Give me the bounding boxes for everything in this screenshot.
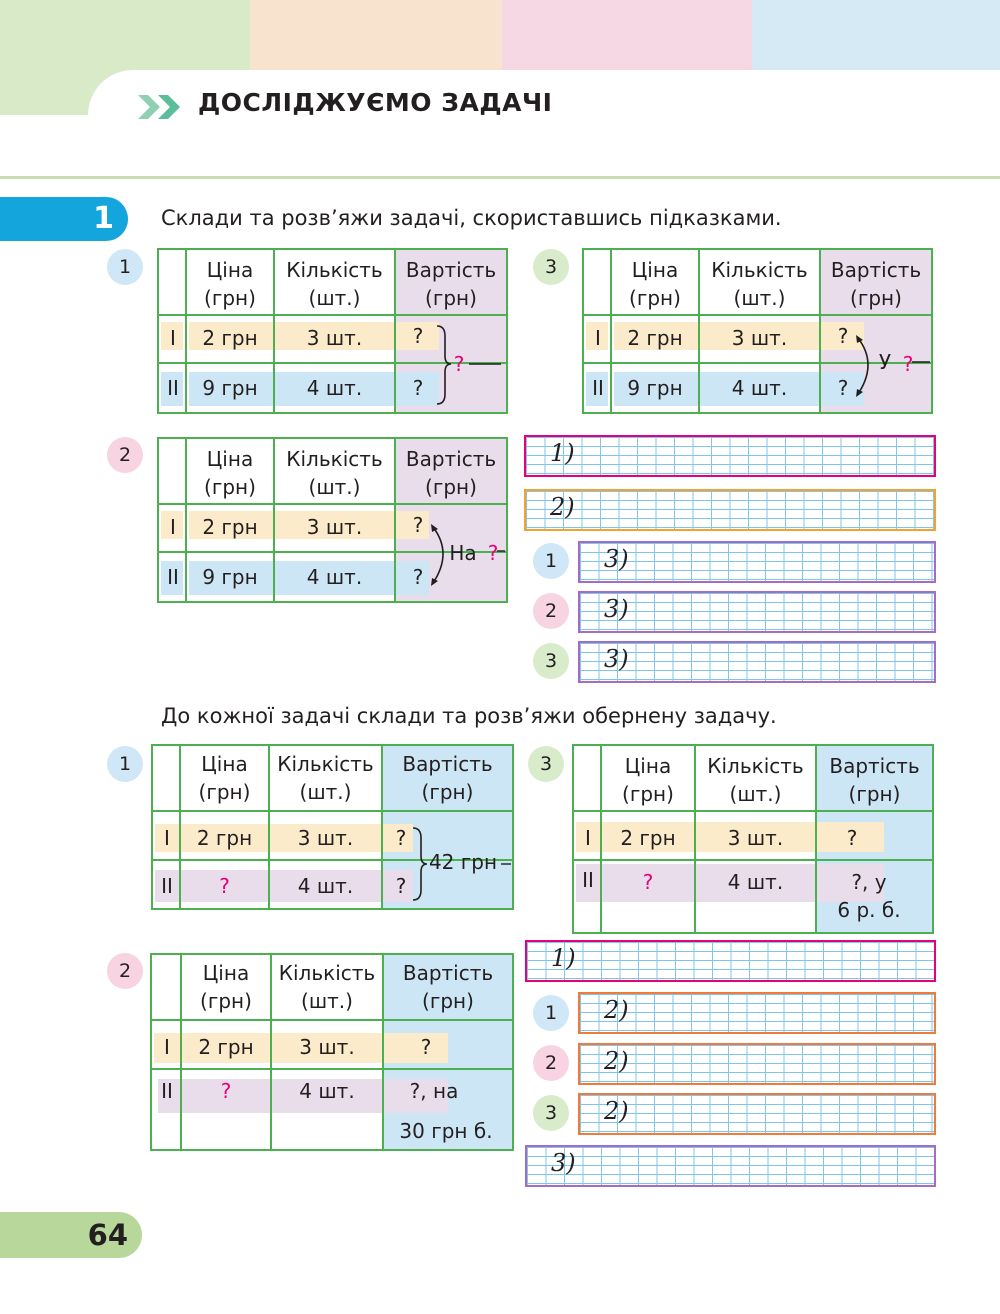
cell-cost-2: ? [395, 874, 407, 898]
row-label-1: I [170, 515, 176, 539]
cell-cost-total: 42 грн [428, 850, 498, 874]
cell-cost-1: ? [412, 513, 424, 537]
col-qty: Кількість [277, 752, 374, 776]
task-number-tab: 1 [0, 197, 128, 241]
col-price: Ціна [201, 752, 248, 776]
table-a2 [157, 437, 508, 603]
col-price: Ціна [624, 754, 672, 778]
cell-cost-1: ? [837, 324, 849, 348]
col-cost-unit: (грн) [422, 989, 474, 1013]
col-qty: Кількість [278, 961, 376, 985]
inverse-instruction: До кожної задачі склади та розв’яжи обернену задачу. [161, 704, 777, 728]
table-b3 [572, 744, 934, 934]
row-label-1: I [585, 826, 591, 850]
problem-label-2: 2 [107, 953, 143, 989]
col-cost: Вартість [402, 752, 493, 776]
col-price: Ціна [631, 258, 679, 282]
problem-label-3: 3 [533, 249, 569, 285]
col-price-unit: (грн) [629, 286, 681, 310]
cell-price-1: 2 грн [202, 515, 258, 539]
cell-price-1: 2 грн [627, 326, 683, 350]
col-cost-unit: (грн) [425, 286, 477, 310]
grid-label-2: 2 [533, 593, 569, 629]
cell-qty-2: 4 шт. [306, 376, 363, 400]
answer-grid-inv-2c[interactable]: 2) [578, 1093, 936, 1135]
cell-qty-1: 3 шт. [306, 515, 363, 539]
answer-grid-3c[interactable]: 3) [578, 641, 936, 683]
col-price: Ціна [206, 447, 254, 471]
row-label-2: II [161, 874, 173, 898]
page-number: 64 [0, 1212, 142, 1258]
col-price-unit: (грн) [200, 989, 252, 1013]
header-panel [88, 70, 1000, 180]
cell-price-2: 9 грн [627, 376, 683, 400]
col-cost-unit: (грн) [850, 286, 902, 310]
cell-price-1: 2 грн [620, 826, 676, 850]
col-qty: Кількість [707, 754, 804, 778]
col-qty: Кількість [286, 447, 383, 471]
cell-price-1: 2 грн [198, 1035, 254, 1059]
col-price-unit: (грн) [204, 475, 256, 499]
task-instruction: Склади та розв’яжи задачі, скориставшись підказками. [161, 206, 782, 230]
cell-cost-compare: ? [487, 541, 499, 565]
cell-qty-2: 4 шт. [299, 1079, 355, 1103]
answer-grid-3b[interactable]: 3) [578, 591, 936, 633]
col-qty-unit: (шт.) [729, 782, 782, 806]
double-chevron-icon [136, 92, 186, 122]
col-price: Ціна [202, 961, 250, 985]
problem-label-1: 1 [107, 746, 143, 782]
row-label-2: II [592, 376, 604, 400]
compare-label-u: У [878, 350, 892, 374]
grid-label-1: 1 [533, 543, 569, 579]
row-label-1: I [595, 326, 601, 350]
cell-price-2: ? [642, 870, 654, 894]
cell-cost-compare: ? [902, 352, 914, 376]
row-label-2: II [167, 376, 179, 400]
cell-cost-1: ? [846, 826, 858, 850]
col-cost: Вартість [405, 447, 497, 471]
col-cost-unit: (грн) [421, 780, 474, 804]
cell-price-1: 2 грн [196, 826, 253, 850]
row-label-1: I [170, 326, 176, 350]
cell-cost-1: ? [412, 324, 424, 348]
answer-grid-1[interactable]: 1) [524, 435, 936, 477]
cell-cost-1: ? [420, 1035, 432, 1059]
row-label-2: II [161, 1079, 173, 1103]
answer-grid-2[interactable]: 2) [524, 489, 936, 531]
col-price: Ціна [206, 258, 254, 282]
page-title: ДОСЛІДЖУЄМО ЗАДАЧІ [198, 88, 553, 117]
cell-price-2: ? [220, 1079, 232, 1103]
col-qty-unit: (шт.) [299, 780, 352, 804]
compare-label-na: На [449, 541, 477, 565]
col-qty-unit: (шт.) [301, 989, 353, 1013]
answer-grid-3a[interactable]: 3) [578, 541, 936, 583]
answer-grid-inv-3[interactable]: 3) [525, 1145, 936, 1187]
cell-cost-2: ? [412, 565, 424, 589]
grid-label-2: 2 [533, 1045, 569, 1081]
grid-label-1: 1 [533, 995, 569, 1031]
header-divider [0, 176, 1000, 179]
cell-qty-2: 4 шт. [731, 376, 788, 400]
cell-cost-2: ?, на [409, 1079, 459, 1103]
row-label-1: I [164, 1035, 170, 1059]
cell-qty-1: 3 шт. [299, 1035, 355, 1059]
cell-cost-2: ? [412, 376, 424, 400]
col-cost: Вартість [402, 961, 494, 985]
cell-cost-total: ? [453, 352, 465, 376]
answer-grid-inv-2b[interactable]: 2) [578, 1043, 936, 1085]
col-qty-unit: (шт.) [308, 286, 361, 310]
col-price-unit: (грн) [198, 780, 251, 804]
cell-qty-2: 4 шт. [727, 870, 784, 894]
row-label-2: II [582, 868, 594, 892]
table-b2 [150, 953, 514, 1151]
col-qty-unit: (шт.) [733, 286, 786, 310]
table-a1 [157, 248, 508, 414]
cell-cost-2: ?, у [851, 870, 887, 894]
cell-qty-2: 4 шт. [297, 874, 354, 898]
cell-cost-1: ? [395, 826, 407, 850]
table-a3 [582, 248, 933, 414]
cell-qty-1: 3 шт. [731, 326, 788, 350]
cell-price-2: 9 грн [202, 376, 258, 400]
cell-qty-1: 3 шт. [306, 326, 363, 350]
col-qty: Кількість [711, 258, 808, 282]
cell-price-1: 2 грн [202, 326, 258, 350]
grid-label-3: 3 [533, 643, 569, 679]
cell-qty-2: 4 шт. [306, 565, 363, 589]
col-price-unit: (грн) [622, 782, 674, 806]
col-cost-unit: (грн) [425, 475, 477, 499]
cell-cost-2-note: 30 грн б. [399, 1119, 493, 1143]
cell-price-2: 9 грн [202, 565, 258, 589]
col-qty-unit: (шт.) [308, 475, 361, 499]
cell-price-2: ? [219, 874, 230, 898]
col-cost-unit: (грн) [848, 782, 901, 806]
table-b1 [151, 744, 514, 910]
problem-label-1: 1 [107, 249, 143, 285]
col-cost: Вартість [830, 258, 922, 282]
problem-label-3: 3 [528, 746, 564, 782]
answer-grid-inv-1[interactable]: 1) [525, 940, 936, 982]
cell-cost-2-note: 6 р. б. [837, 898, 901, 922]
col-price-unit: (грн) [204, 286, 256, 310]
row-label-1: I [164, 826, 170, 850]
answer-grid-inv-2a[interactable]: 2) [578, 992, 936, 1034]
grid-label-3: 3 [533, 1095, 569, 1131]
row-label-2: II [167, 565, 179, 589]
col-qty: Кількість [286, 258, 383, 282]
cell-qty-1: 3 шт. [727, 826, 784, 850]
col-cost: Вартість [405, 258, 497, 282]
cell-qty-1: 3 шт. [297, 826, 354, 850]
col-cost: Вартість [829, 754, 920, 778]
cell-cost-2: ? [837, 376, 849, 400]
problem-label-2: 2 [107, 437, 143, 473]
